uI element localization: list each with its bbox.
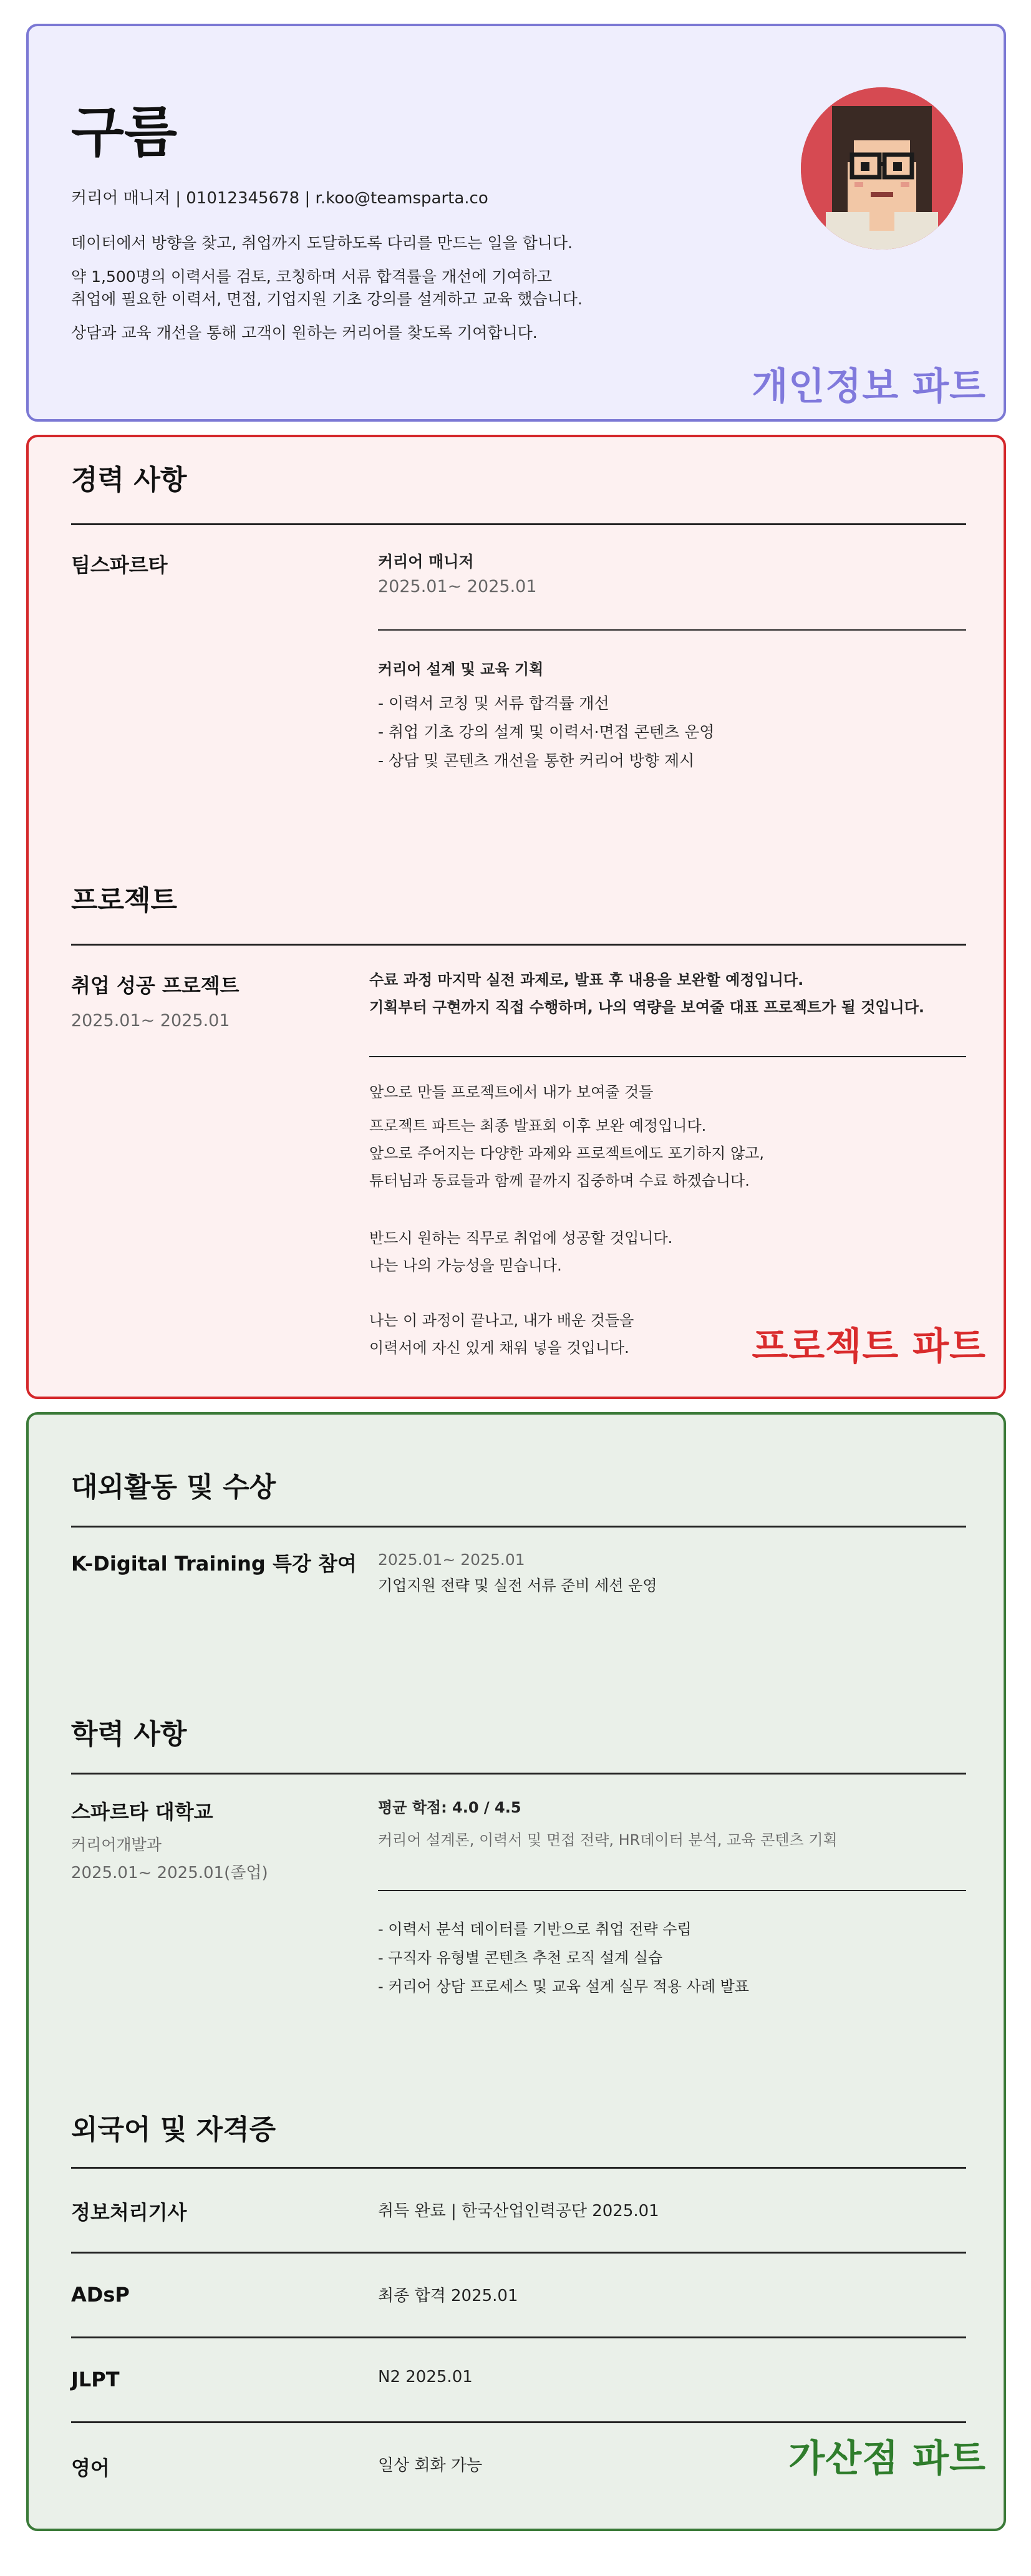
text-line: 프로젝트 파트는 최종 발표회 이후 보완 예정입니다.: [369, 1117, 707, 1135]
cert-value: N2 2025.01: [378, 2368, 473, 2386]
intro-line: 약 1,500명의 이력서를 검토, 코칭하며 서류 합격률을 개선에 기여하고: [71, 268, 552, 286]
list-item: - 상담 및 콘텐츠 개선을 통한 커리어 방향 제시: [378, 752, 695, 770]
contact-info: 커리어 매니저 | 01012345678 | r.koo@teamsparta.co: [71, 189, 488, 208]
project-period: 2025.01~ 2025.01: [71, 1011, 230, 1030]
career-role: 커리어 매니저: [378, 553, 474, 571]
pixel-avatar-icon: [801, 87, 963, 249]
cert-value: 취득 완료 | 한국산업인력공단 2025.01: [378, 2202, 659, 2220]
cert-name: 정보처리기사: [71, 2201, 187, 2224]
education-period: 2025.01~ 2025.01(졸업): [71, 1864, 268, 1882]
divider: [71, 1526, 966, 1528]
divider: [71, 2336, 966, 2338]
intro-line: 취업에 필요한 이력서, 면접, 기업지원 기초 강의를 설계하고 교육 했습니다.: [71, 290, 583, 308]
divider: [378, 1890, 966, 1891]
text-line: 앞으로 주어지는 다양한 과제와 프로젝트에도 포기하지 않고,: [369, 1145, 765, 1162]
list-item: - 커리어 상담 프로세스 및 교육 설계 실무 적용 사례 발표: [378, 1978, 749, 1995]
text-line: 반드시 원하는 직무로 취업에 성공할 것입니다.: [369, 1229, 673, 1247]
project-paragraph-3: [369, 1307, 634, 1362]
career-project-section: [26, 435, 1006, 1399]
list-item: - 이력서 분석 데이터를 기반으로 취업 전략 수립: [378, 1920, 692, 1938]
activity-desc: 기업지원 전략 및 실전 서류 준비 세션 운영: [378, 1577, 657, 1594]
project-summary: [369, 966, 924, 1021]
career-detail-title: 커리어 설계 및 교육 기획: [378, 661, 544, 678]
text-line: 튜터님과 동료들과 함께 끝까지 집중하며 수료 하겠습니다.: [369, 1172, 750, 1189]
cert-name: JLPT: [71, 2368, 120, 2391]
summary-line: 기획부터 구현까지 직접 수행하며, 나의 역량을 보여줄 대표 프로젝트가 될 것입니다.: [369, 999, 925, 1016]
cert-value: 일상 회화 가능: [378, 2456, 483, 2475]
school-name: 스파르타 대학교: [71, 1800, 213, 1824]
career-title: 경력 사항: [71, 464, 187, 496]
list-item: - 구직자 유형별 콘텐츠 추천 로직 설계 실습: [378, 1949, 663, 1967]
project-name: 취업 성공 프로젝트: [71, 974, 240, 997]
bonus-section: [26, 1412, 1006, 2531]
project-paragraph-1: [369, 1112, 764, 1194]
project-detail-title: 앞으로 만들 프로젝트에서 내가 보여줄 것들: [369, 1083, 654, 1101]
avatar: [801, 87, 963, 249]
education-title: 학력 사항: [71, 1718, 187, 1750]
activity-name: K-Digital Training 특강 참여: [71, 1552, 357, 1576]
career-period: 2025.01~ 2025.01: [378, 577, 537, 596]
list-item: - 이력서 코칭 및 서류 합격률 개선: [378, 694, 609, 712]
project-paragraph-2: [369, 1224, 672, 1279]
text-line: 이력서에 자신 있게 채워 넣을 것입니다.: [369, 1339, 629, 1357]
divider: [71, 944, 966, 946]
personal-info-section: [26, 24, 1006, 422]
courses: 커리어 설계론, 이력서 및 면접 전략, HR데이터 분석, 교육 콘텐츠 기획: [378, 1831, 838, 1849]
major: 커리어개발과: [71, 1836, 162, 1854]
divider: [71, 523, 966, 525]
cert-value: 최종 합격 2025.01: [378, 2287, 518, 2305]
intro-line: 데이터에서 방향을 찾고, 취업까지 도달하도록 다리를 만드는 일을 합니다.: [71, 234, 573, 252]
career-org: 팀스파르타: [71, 553, 168, 577]
part-label-project: 프로젝트 파트: [752, 1325, 986, 1368]
text-line: 나는 이 과정이 끝나고, 내가 배운 것들을: [369, 1312, 634, 1329]
career-items: [378, 689, 714, 775]
activity-period: 2025.01~ 2025.01: [378, 1551, 525, 1569]
divider: [71, 2167, 966, 2169]
profile-name: 구름: [71, 100, 178, 164]
project-title: 프로젝트: [71, 884, 178, 916]
part-label-personal: 개인정보 파트: [752, 365, 986, 409]
list-item: - 취업 기초 강의 설계 및 이력서·면접 콘텐츠 운영: [378, 723, 715, 741]
summary-line: 수료 과정 마지막 실전 과제로, 발표 후 내용을 보완할 예정입니다.: [369, 971, 804, 989]
cert-name: ADsP: [71, 2283, 130, 2307]
divider: [369, 1056, 966, 1057]
activities-title: 대외활동 및 수상: [71, 1471, 276, 1503]
divider: [71, 2252, 966, 2254]
intro-line: 상담과 교육 개선을 통해 고객이 원하는 커리어를 찾도록 기여합니다.: [71, 324, 538, 342]
part-label-bonus: 가산점 파트: [788, 2437, 986, 2481]
divider: [378, 629, 966, 631]
divider: [71, 2421, 966, 2423]
certs-title: 외국어 및 자격증: [71, 2114, 276, 2146]
cert-name: 영어: [71, 2456, 110, 2480]
gpa: 평균 학점: 4.0 / 4.5: [378, 1799, 521, 1816]
text-line: 나는 나의 가능성을 믿습니다.: [369, 1257, 562, 1274]
education-items: [378, 1915, 749, 2001]
divider: [71, 1773, 966, 1775]
intro-text: [71, 232, 757, 356]
